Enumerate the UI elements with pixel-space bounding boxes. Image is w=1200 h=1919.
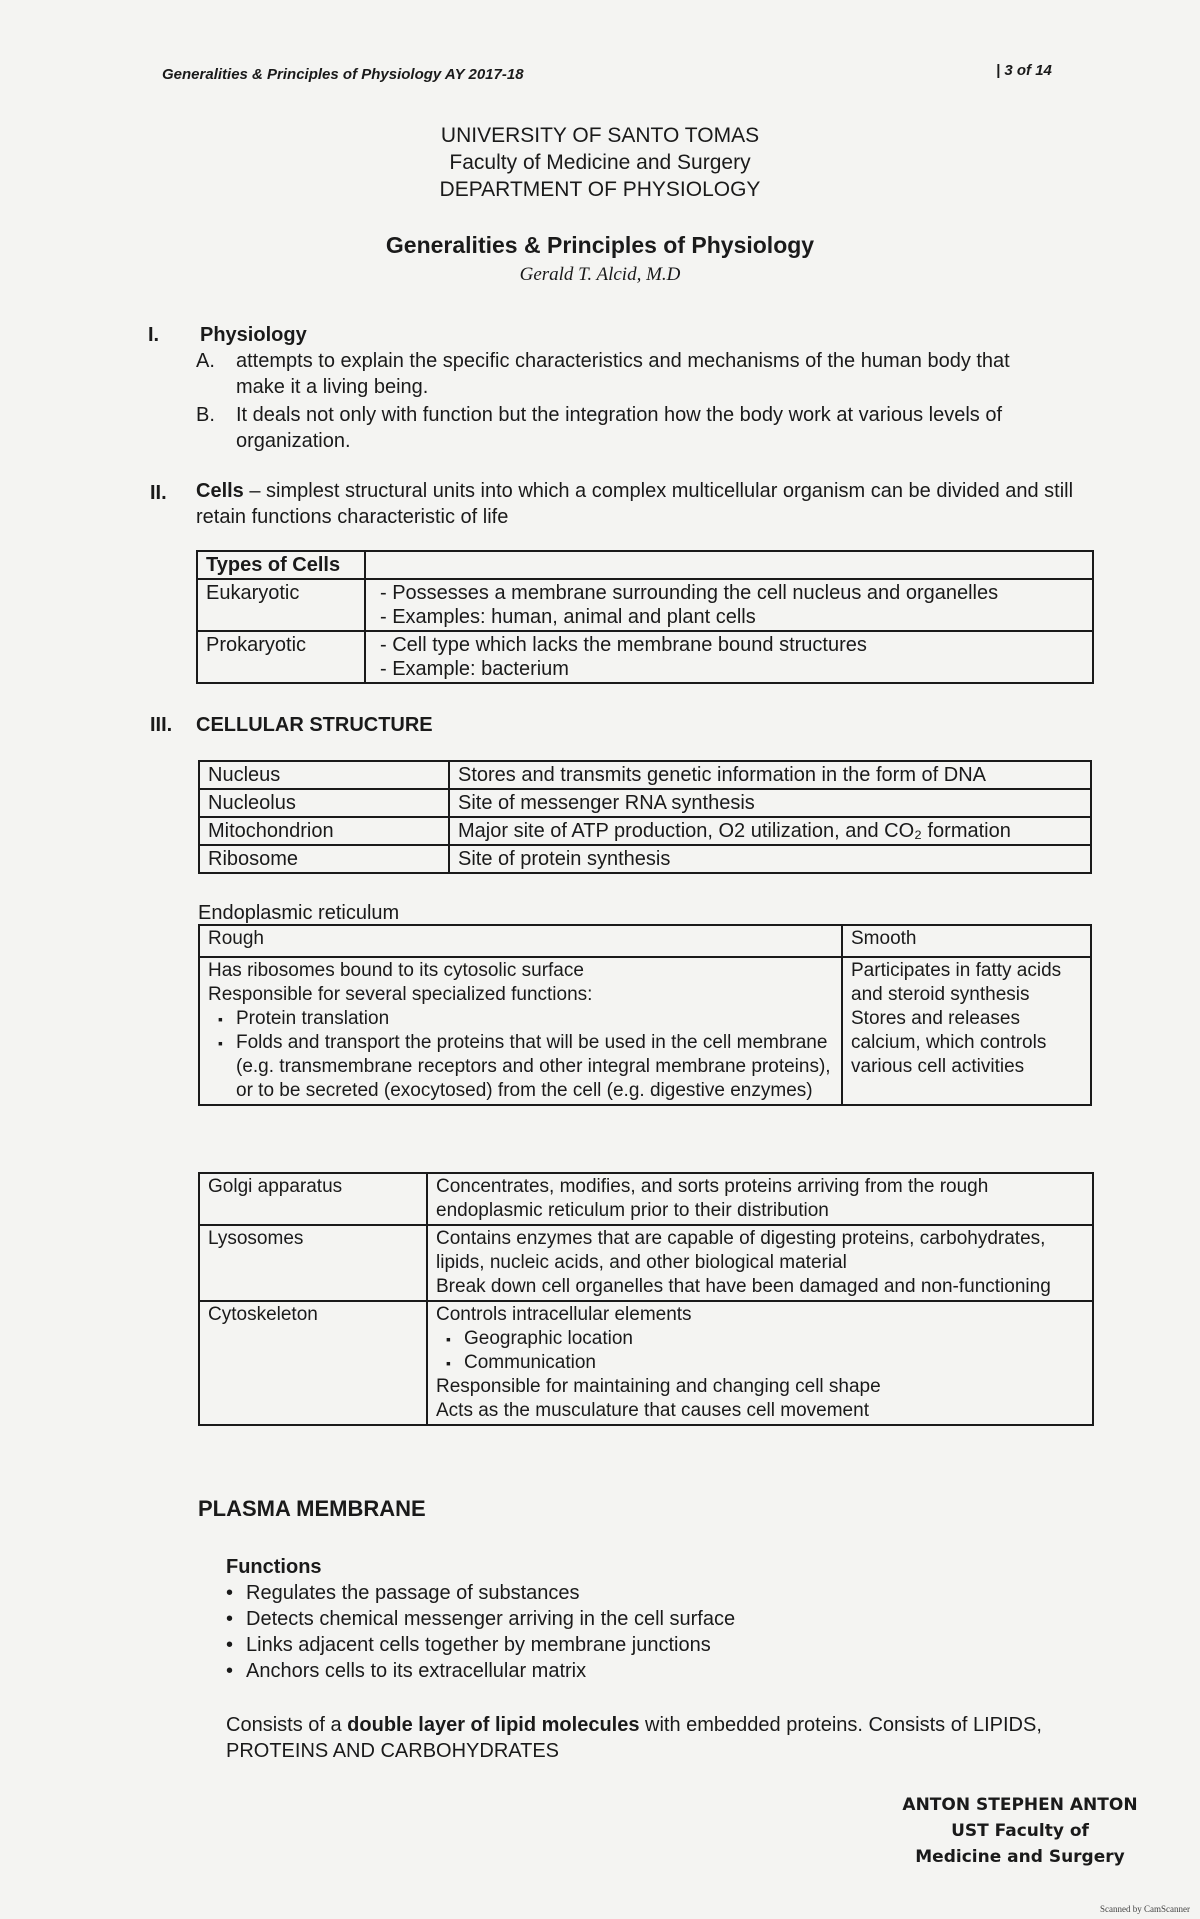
organelle-desc: Site of messenger RNA synthesis bbox=[449, 789, 1091, 817]
list-item: ▪ Protein translation bbox=[236, 1007, 833, 1031]
plasma-membrane-composition bbox=[226, 1712, 1096, 1764]
table-row bbox=[199, 789, 1091, 817]
organelle-name: Ribosome bbox=[199, 845, 449, 873]
ownership-stamp bbox=[900, 1792, 1140, 1870]
organelle-desc-line: Acts as the musculature that causes cell movement bbox=[436, 1400, 869, 1421]
er-rough-content bbox=[199, 957, 842, 1105]
table-row bbox=[199, 845, 1091, 873]
organelle-desc-line: Contains enzymes that are capable of digesting proteins, carbohydrates, lipids, nucleic acids, and other biological material bbox=[436, 1228, 1046, 1273]
er-rough-line: Has ribosomes bound to its cytosolic surface bbox=[208, 960, 584, 981]
organelle-name: Nucleolus bbox=[199, 789, 449, 817]
section-2-text: – simplest structural units into which a complex multicellular organism can be divided and still retain functions characteristic of life bbox=[196, 480, 1074, 528]
table-row bbox=[199, 817, 1091, 845]
stamp-line: Medicine and Surgery bbox=[915, 1847, 1125, 1867]
organelle-desc-line: Controls intracellular elements bbox=[436, 1304, 692, 1325]
section-1-number: I. bbox=[148, 324, 160, 346]
organelle-desc-line: Break down cell organelles that have been damaged and non-functioning bbox=[436, 1276, 1051, 1297]
section-2-number: II. bbox=[150, 482, 167, 504]
table-row bbox=[199, 925, 1091, 957]
organelle-name: Mitochondrion bbox=[199, 817, 449, 845]
table-header-cell: Types of Cells bbox=[197, 551, 365, 579]
er-smooth-line: Stores and releases calcium, which controls various cell activities bbox=[851, 1008, 1047, 1077]
list-item: ▪ Geographic location bbox=[464, 1327, 1084, 1351]
university-name: UNIVERSITY OF SANTO TOMAS bbox=[440, 124, 760, 147]
er-rough-header: Rough bbox=[199, 925, 842, 957]
cell-type-desc bbox=[365, 579, 1093, 631]
organelle-name: Nucleus bbox=[199, 761, 449, 789]
er-rough-line: Responsible for several specialized functions: bbox=[208, 984, 593, 1005]
cell-type-name: Prokaryotic bbox=[197, 631, 365, 683]
scanner-watermark: Scanned by CamScanner bbox=[1100, 1904, 1190, 1914]
page-number: | 3 of 14 bbox=[996, 62, 1052, 79]
composition-text: with embedded proteins. Consists of LIPIDS, PROTEINS AND CARBOHYDRATES bbox=[226, 1714, 1042, 1762]
er-smooth-header: Smooth bbox=[842, 925, 1091, 957]
running-title: Generalities & Principles of Physiology AY 2017-18 bbox=[162, 66, 524, 83]
organelle-desc: Site of protein synthesis bbox=[449, 845, 1091, 873]
stamp-line: ANTON STEPHEN ANTON bbox=[902, 1795, 1138, 1815]
section-1-a-text: attempts to explain the specific characteristics and mechanisms of the human body that make it a living being. bbox=[236, 350, 1010, 398]
table-row bbox=[197, 579, 1093, 631]
organelle-desc: Stores and transmits genetic information in the form of DNA bbox=[449, 761, 1091, 789]
composition-text: Consists of a bbox=[226, 1714, 348, 1736]
composition-emphasis: double layer of lipid molecules bbox=[347, 1714, 640, 1736]
list-item: • Regulates the passage of substances bbox=[226, 1580, 735, 1606]
functions-list bbox=[226, 1580, 735, 1684]
table-row bbox=[199, 1173, 1093, 1225]
table-header-empty bbox=[365, 551, 1093, 579]
cell-type-line: - Possesses a membrane surrounding the cell nucleus and organelles bbox=[380, 582, 999, 604]
document-title: Generalities & Principles of Physiology bbox=[385, 232, 815, 258]
table-row bbox=[197, 631, 1093, 683]
section-1-b-label: B. bbox=[196, 404, 215, 426]
faculty-name: Faculty of Medicine and Surgery bbox=[449, 151, 751, 174]
section-3-number: III. bbox=[150, 714, 173, 736]
cell-type-line: - Examples: human, animal and plant cells bbox=[380, 606, 756, 628]
er-rough-bullets bbox=[208, 1007, 833, 1103]
list-item: • Anchors cells to its extracellular matrix bbox=[226, 1658, 735, 1684]
organelle-table bbox=[198, 760, 1092, 874]
functions-heading: Functions bbox=[226, 1556, 322, 1578]
organelle-desc: Major site of ATP production, O2 utilization, and CO₂ formation bbox=[449, 817, 1091, 845]
organelle-desc-line: Responsible for maintaining and changing cell shape bbox=[436, 1376, 881, 1397]
section-1-heading: Physiology bbox=[200, 324, 307, 346]
table-row bbox=[199, 761, 1091, 789]
section-2-paragraph bbox=[196, 478, 1076, 530]
list-item: • Detects chemical messenger arriving in the cell surface bbox=[226, 1606, 735, 1632]
list-item: ▪ Communication bbox=[464, 1351, 1084, 1375]
er-table bbox=[198, 924, 1092, 1106]
plasma-membrane-heading: PLASMA MEMBRANE bbox=[198, 1496, 426, 1521]
table-row bbox=[199, 1225, 1093, 1301]
table-row bbox=[197, 551, 1093, 579]
cyto-bullets bbox=[436, 1327, 1084, 1375]
department-name: DEPARTMENT OF PHYSIOLOGY bbox=[439, 178, 761, 201]
organelle-name: Cytoskeleton bbox=[199, 1301, 427, 1425]
section-2-heading: Cells bbox=[196, 480, 244, 502]
organelle-table-2 bbox=[198, 1172, 1094, 1426]
organelle-name: Lysosomes bbox=[199, 1225, 427, 1301]
organelle-name: Golgi apparatus bbox=[199, 1173, 427, 1225]
cell-type-name: Eukaryotic bbox=[197, 579, 365, 631]
cell-type-desc bbox=[365, 631, 1093, 683]
er-smooth-line: Participates in fatty acids and steroid synthesis bbox=[851, 960, 1062, 1005]
document-author: Gerald T. Alcid, M.D bbox=[519, 264, 681, 285]
stamp-line: UST Faculty of bbox=[951, 1821, 1089, 1841]
list-item: • Links adjacent cells together by membrane junctions bbox=[226, 1632, 735, 1658]
section-1-a-label: A. bbox=[196, 350, 215, 372]
cell-type-line: - Example: bacterium bbox=[380, 658, 569, 680]
er-caption: Endoplasmic reticulum bbox=[198, 902, 400, 924]
organelle-desc: Concentrates, modifies, and sorts proteins arriving from the rough endoplasmic reticulum prior to their distribution bbox=[427, 1173, 1093, 1225]
section-3-heading: CELLULAR STRUCTURE bbox=[196, 714, 433, 736]
table-row bbox=[199, 957, 1091, 1105]
table-row bbox=[199, 1301, 1093, 1425]
organelle-desc bbox=[427, 1301, 1093, 1425]
section-1-b-text: It deals not only with function but the integration how the body work at various levels of organization. bbox=[236, 404, 1002, 452]
cell-types-table bbox=[196, 550, 1094, 684]
list-item: ▪ Folds and transport the proteins that will be used in the cell membrane (e.g. transmembrane receptors and other integral membrane proteins), or to be secreted (exocytosed) from the cell (e.g. digestive enzymes) bbox=[236, 1031, 833, 1103]
organelle-desc bbox=[427, 1225, 1093, 1301]
cell-type-line: - Cell type which lacks the membrane bound structures bbox=[380, 634, 867, 656]
er-smooth-content bbox=[842, 957, 1091, 1105]
